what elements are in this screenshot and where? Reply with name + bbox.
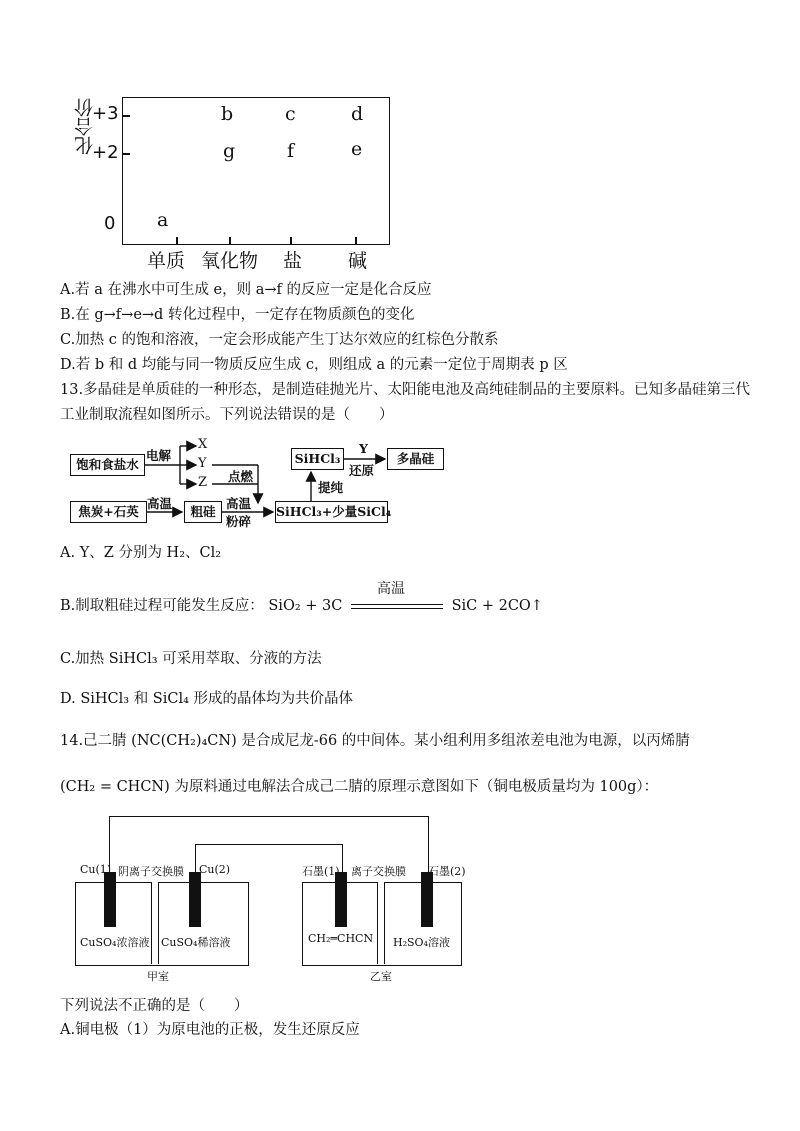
point-a: a: [157, 209, 169, 231]
label-anion-membrane: 阴离子交换膜: [118, 865, 184, 878]
q13-option-d: D. SiHCl₃ 和 SiCl₄ 形成的晶体均为共价晶体: [60, 691, 354, 707]
q13-option-b-arrow: [347, 581, 447, 616]
box-coke-quartz: 焦炭+石英: [70, 501, 147, 523]
label-high-temp: 高温: [147, 496, 173, 511]
membrane-a: [151, 882, 159, 964]
q13-option-a: A. Y、Z 分别为 H₂、Cl₂: [60, 545, 222, 561]
y-axis-label: 化合价: [74, 98, 96, 155]
q12-option-b: B.在 g→f→e→d 转化过程中，一定存在物质颜色的变化: [60, 307, 415, 323]
box-crude-si: 粗硅: [184, 501, 222, 523]
q12-option-a: A.若 a 在沸水中可生成 e，则 a→f 的反应一定是化合反应: [60, 282, 432, 298]
point-c: c: [285, 103, 296, 125]
q13-option-b-left: SiO₂ + 3C: [268, 598, 343, 614]
q12-option-d: D.若 b 和 d 均能与同一物质反应生成 c，则组成 a 的元素一定位于周期表 p 区: [60, 357, 568, 373]
y-tick-label: +3: [92, 103, 119, 124]
cell-a: [75, 882, 249, 966]
q13-option-c: C.加热 SiHCl₃ 可采用萃取、分液的方法: [60, 651, 322, 667]
q13-stem-line2: 工业制取流程如图所示。下列说法错误的是（ ）: [60, 407, 394, 423]
x-tick-label: 碱: [348, 250, 368, 272]
label-cu2: Cu(2): [199, 863, 231, 876]
point-e: e: [351, 138, 363, 160]
q14-question: 下列说法不正确的是（ ）: [60, 998, 249, 1014]
electrode-graphite1: [335, 872, 347, 927]
box-brine: 饱和食盐水: [70, 454, 145, 476]
point-f: f: [287, 140, 295, 162]
box-sihcl3: SiHCl₃: [291, 448, 344, 470]
label-cuso4-dil: CuSO₄稀溶液: [161, 936, 231, 949]
label-ignite: 点燃: [228, 469, 254, 484]
point-d: d: [351, 103, 364, 125]
q14-option-a: A.铜电极（1）为原电池的正极，发生还原反应: [60, 1022, 360, 1038]
label-ion-membrane: 离子交换膜: [351, 865, 406, 878]
label-reduce: 还原: [349, 463, 375, 478]
box-poly-si: 多晶硅: [387, 448, 444, 470]
q12-option-c: C.加热 c 的饱和溶液，一定会形成能产生丁达尔效应的红棕色分散系: [60, 332, 499, 348]
y-tick-label: +2: [92, 142, 119, 163]
q13-option-b-right: SiC + 2CO↑: [451, 598, 543, 614]
membrane-b: [377, 882, 385, 964]
label-electrolysis: 电解: [146, 448, 172, 463]
point-g: g: [223, 140, 236, 162]
electrode-graphite2: [421, 872, 433, 927]
label-cuso4-conc: CuSO₄浓溶液: [80, 936, 150, 949]
box-mixture: SiHCl₃+少量SiCl₄: [275, 501, 388, 523]
q13-option-b-prefix: B.制取粗硅过程可能发生反应：: [60, 598, 264, 614]
point-b: b: [221, 103, 234, 125]
label-y: Y: [198, 456, 207, 471]
q14-stem-line2: (CH₂ = CHCN) 为原料通过电解法合成己二腈的原理示意图如下（铜电极质量均为 100g）：: [60, 779, 659, 795]
label-y2: Y: [359, 441, 368, 456]
q14-stem-line1: 14.己二腈 (NC(CH₂)₄CN) 是合成尼龙-66 的中间体。某小组利用多组浓差电池为电源，以丙烯腈: [60, 733, 690, 749]
label-purify: 提纯: [318, 480, 344, 495]
label-room-a: 甲室: [147, 970, 169, 983]
x-tick-label: 氧化物: [201, 250, 259, 272]
q13-option-b: [60, 581, 543, 616]
label-high-temp-2: 高温: [226, 496, 252, 511]
label-room-b: 乙室: [370, 970, 392, 983]
label-acrylonitrile: CH₂═CHCN: [308, 932, 374, 945]
label-z: Z: [198, 475, 208, 490]
y-tick-label: 0: [104, 213, 116, 234]
label-x: X: [198, 437, 208, 452]
label-graphite2: 石墨(2): [428, 865, 466, 878]
label-crush: 粉碎: [226, 514, 252, 529]
x-tick-label: 盐: [283, 250, 303, 272]
x-tick-label: 单质: [147, 250, 186, 272]
label-cu1: Cu(1): [80, 863, 112, 876]
q13-stem-line1: 13.多晶硅是单质硅的一种形态，是制造硅抛光片、太阳能电池及高纯硅制品的主要原料。已知多晶硅第三代: [60, 382, 751, 398]
q13-option-b-condition: 高温: [376, 581, 405, 597]
label-h2so4: H₂SO₄溶液: [393, 936, 450, 949]
label-graphite1: 石墨(1): [302, 865, 340, 878]
electrode-cu2: [189, 872, 201, 927]
electrode-cu1: [104, 872, 116, 927]
